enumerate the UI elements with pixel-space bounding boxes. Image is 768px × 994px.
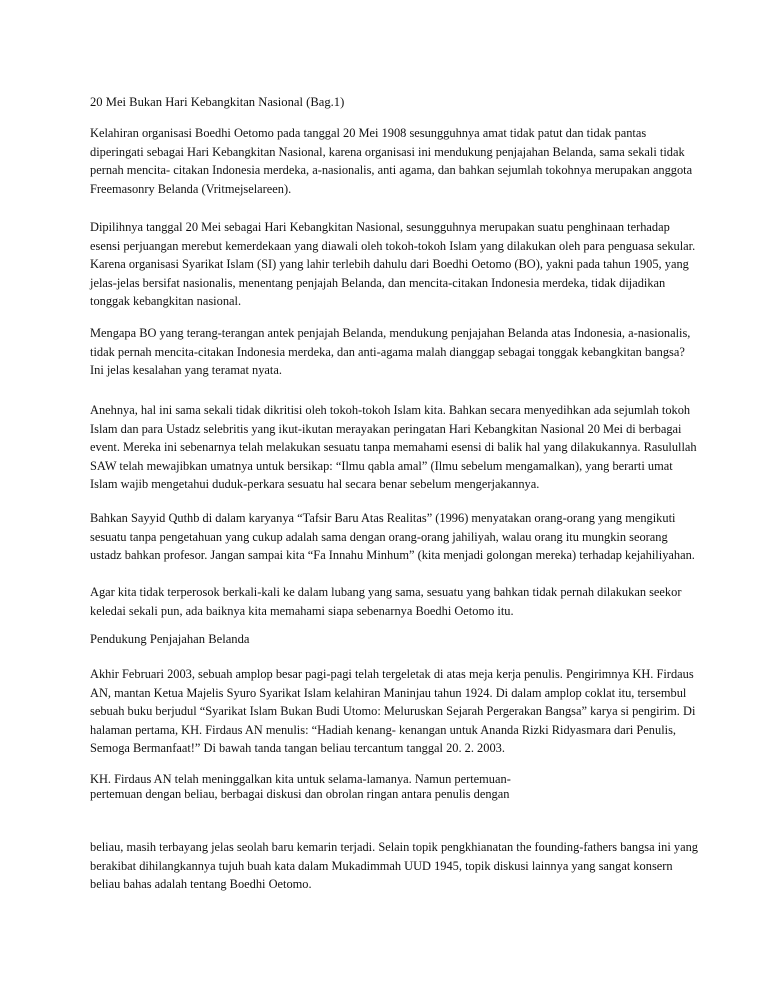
paragraph-line: sesuatu tanpa pengetahuan yang cukup adalah sama dengan orang-orang jahiliyah, walau orang itu mungkin seorang	[90, 529, 668, 544]
section-heading	[90, 630, 690, 649]
paragraph-line: jelas-jelas bersifat nasionalis, menentang penjajah Belanda, dan mencita-citakan Indonesia merdeka, tidak dijadikan	[90, 275, 666, 290]
paragraph-line: berakibat dihilangkannya tujuh buah kata dalam Mukadimmah UUD 1945, topik diskusi lainnya yang sangat konsern	[90, 858, 673, 873]
paragraph-line: SAW telah mewajibkan umatnya untuk bersikap: “Ilmu qabla amal” (Ilmu sebelum mengamalkan), yang berarti umat	[90, 458, 673, 473]
paragraph-1	[90, 124, 693, 198]
section-paragraph-1	[90, 665, 696, 758]
paragraph-line: Agar kita tidak terperosok berkali-kali ke dalam lubang yang sama, sesuatu yang bahkan tidak pernah dilakukan seekor	[90, 585, 682, 599]
paragraph-line: ustadz bahkan profesor. Jangan sampai kita “Fa Innahu Minhum” (kita menjadi golongan mereka) terhadap kejahiliyahan.	[90, 548, 695, 563]
paragraph-line: KH. Firdaus AN telah meninggalkan kita untuk selama-lamanya. Namun pertemuan-	[90, 772, 511, 786]
section-paragraph-2	[90, 772, 690, 802]
paragraph-line: halaman pertama, KH. Firdaus AN menulis: “Hadiah kenang- kenangan untuk Ananda Rizki Ridyasmara dari Penulis,	[90, 722, 677, 737]
section-paragraph-3	[90, 838, 698, 894]
paragraph-line: Karena organisasi Syarikat Islam (SI) yang lahir terlebih dahulu dari Boedhi Oetomo (BO), yakni pada tahun 1905, yang	[90, 257, 689, 272]
paragraph-line: event. Mereka ini sebenarnya telah melakukan sesuatu tanpa memahami esensi di balik hal yang dilakukannya. Rasulullah	[90, 440, 697, 455]
paragraph-6	[90, 583, 690, 620]
paragraph-line: tonggak kebangkitan nasional.	[90, 294, 242, 309]
paragraph-line: tidak pernah mencita-citakan Indonesia merdeka, dan anti-agama malah dianggap sebagai tonggak kebangkitan bangsa?	[90, 344, 685, 359]
paragraph-line: sebuah buku berjudul “Syarikat Islam Bukan Budi Utomo: Meluruskan Sejarah Pergerakan Bangsa” karya si pengirim. Di	[90, 704, 696, 719]
paragraph-line: beliau, masih terbayang jelas seolah baru kemarin terjadi. Selain topik pengkhianatan the founding-fathers bangsa ini yang	[90, 840, 698, 854]
paragraph-line: Akhir Februari 2003, sebuah amplop besar pagi-pagi telah tergeletak di atas meja kerja penulis. Pengirimnya KH. Firdaus	[90, 667, 694, 681]
section-heading-text: Pendukung Penjajahan Belanda	[90, 632, 250, 646]
paragraph-line: Kelahiran organisasi Boedhi Oetomo pada tanggal 20 Mei 1908 sesungguhnya amat tidak patut dan tidak pantas	[90, 126, 647, 140]
paragraph-line: Freemasonry Belanda (Vritmejselareen).	[90, 181, 292, 196]
paragraph-line: Semoga Bermanfaat!” Di bawah tanda tangan beliau tercantum tanggal 20. 2. 2003.	[90, 741, 505, 756]
paragraph-line: Ini jelas kesalahan yang teramat nyata.	[90, 363, 282, 378]
paragraph-line: Dipilihnya tanggal 20 Mei sebagai Hari Kebangkitan Nasional, sesungguhnya merupakan suatu penghinaan terhadap	[90, 220, 670, 234]
paragraph-line: Islam dan para Ustadz selebritis yang ikut-ikutan merayakan peringatan Hari Kebangkitan Nasional 20 Mei di berbagai	[90, 421, 682, 436]
paragraph-line: Bahkan Sayyid Quthb di dalam karyanya “Tafsir Baru Atas Realitas” (1996) menyatakan orang-orang yang mengikuti	[90, 511, 676, 525]
paragraph-2	[90, 218, 696, 311]
paragraph-line: Anehnya, hal ini sama sekali tidak dikritisi oleh tokoh-tokoh Islam kita. Bahkan secara menyedihkan ada sejumlah tokoh	[90, 403, 691, 417]
paragraph-line: keledai sekali pun, ada baiknya kita memahami siapa sebenarnya Boedhi Oetomo itu.	[90, 603, 514, 618]
paragraph-3	[90, 324, 690, 380]
paragraph-4	[90, 401, 697, 494]
paragraph-5	[90, 509, 695, 565]
paragraph-line: AN, mantan Ketua Majelis Syuro Syarikat Islam kelahiran Maninjau tahun 1924. Di dalam amplop coklat itu, tersembul	[90, 685, 687, 700]
title-text: 20 Mei Bukan Hari Kebangkitan Nasional (Bag.1)	[90, 95, 345, 109]
paragraph-line: esensi perjuangan merebut kemerdekaan yang diawali oleh tokoh-tokoh Islam yang dilakukan oleh para penguasa sekular.	[90, 238, 696, 253]
paragraph-line: Islam wajib mengetahui duduk-perkara sesuatu hal secara benar sebelum mengerjakannya.	[90, 477, 540, 492]
paragraph-line: beliau bahas adalah tentang Boedhi Oetomo.	[90, 877, 312, 892]
paragraph-line: pernah mencita- citakan Indonesia merdeka, a-nasionalis, anti agama, dan bahkan sejumlah tokohnya merupakan anggota	[90, 163, 693, 178]
paragraph-line: diperingati sebagai Hari Kebangkitan Nasional, karena organisasi ini mendukung penjajahan Belanda, sama sekali tidak	[90, 144, 685, 159]
paragraph-line: pertemuan dengan beliau, berbagai diskusi dan obrolan ringan antara penulis dengan	[90, 787, 510, 801]
paragraph-line: Mengapa BO yang terang-terangan antek penjajah Belanda, mendukung penjajahan Belanda atas Indonesia, a-nasionalis,	[90, 326, 691, 340]
document-title	[90, 93, 690, 112]
